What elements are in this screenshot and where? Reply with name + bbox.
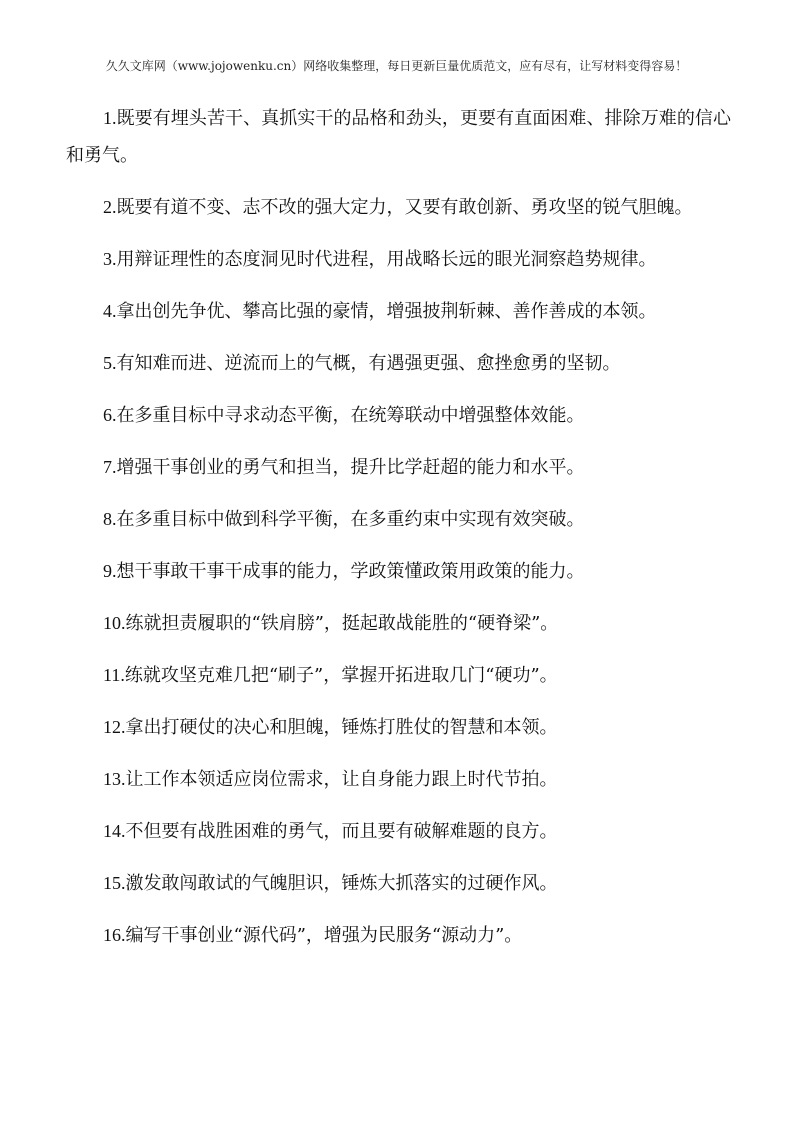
item-text: 拿出创先争优、攀高比强的豪情，增强披荆斩棘、善作善成的本领。: [116, 301, 657, 322]
item-number: 4.: [103, 301, 117, 321]
list-item: [66, 865, 731, 902]
list-item: [66, 657, 731, 694]
list-item: [66, 189, 731, 226]
document-body: [66, 100, 731, 969]
item-text: 在多重目标中寻求动态平衡，在统筹联动中增强整体效能。: [116, 405, 585, 426]
item-number: 16.: [103, 925, 126, 945]
item-number: 3.: [103, 249, 117, 269]
list-item: [66, 813, 731, 850]
item-text: 既要有道不变、志不改的强大定力，又要有敢创新、勇攻坚的锐气胆魄。: [116, 197, 693, 218]
item-text: 编写干事创业“源代码”，增强为民服务“源动力”。: [125, 925, 523, 946]
list-item: [66, 293, 731, 330]
list-item: [66, 917, 731, 954]
list-item: [66, 449, 731, 486]
item-number: 11.: [103, 665, 125, 685]
item-number: 15.: [103, 873, 126, 893]
item-number: 2.: [103, 197, 117, 217]
page-header: 久久文库网（www.jojowenku.cn）网络收集整理，每日更新巨量优质范文，应有尽有，让写材料变得容易！: [105, 59, 688, 73]
item-text: 激发敢闯敢试的气魄胆识，锤炼大抓落实的过硬作风。: [125, 873, 558, 894]
item-text: 有知难而进、逆流而上的气概，有遇强更强、愈挫愈勇的坚韧。: [116, 353, 621, 374]
item-number: 13.: [103, 769, 126, 789]
item-number: 7.: [103, 457, 117, 477]
item-number: 12.: [103, 717, 126, 737]
item-text: 不但要有战胜困难的勇气，而且要有破解难题的良方。: [125, 821, 558, 842]
list-item: [66, 761, 731, 798]
item-text: 练就担责履职的“铁肩膀”，挺起敢战能胜的“硬脊梁”。: [125, 613, 559, 634]
list-item: [66, 345, 731, 382]
item-number: 14.: [103, 821, 126, 841]
item-text: 拿出打硬仗的决心和胆魄，锤炼打胜仗的智慧和本领。: [125, 717, 558, 738]
list-item: [66, 553, 731, 590]
item-number: 8.: [103, 509, 117, 529]
list-item: [66, 397, 731, 434]
item-text: 让工作本领适应岗位需求，让自身能力跟上时代节拍。: [125, 769, 558, 790]
list-item: [66, 241, 731, 278]
list-item: [66, 501, 731, 538]
item-text: 既要有埋头苦干、真抓实干的品格和劲头，更要有直面困难、排除万难的信心和勇气。: [66, 108, 731, 166]
item-number: 1.: [103, 108, 117, 128]
item-text: 想干事敢干事干成事的能力，学政策懂政策用政策的能力。: [116, 561, 585, 582]
item-number: 5.: [103, 353, 117, 373]
list-item: [66, 605, 731, 642]
item-text: 增强干事创业的勇气和担当，提升比学赶超的能力和水平。: [116, 457, 585, 478]
item-text: 在多重目标中做到科学平衡，在多重约束中实现有效突破。: [116, 509, 585, 530]
item-number: 6.: [103, 405, 117, 425]
item-number: 10.: [103, 613, 126, 633]
item-text: 用辩证理性的态度洞见时代进程，用战略长远的眼光洞察趋势规律。: [116, 249, 657, 270]
list-item: [66, 709, 731, 746]
item-number: 9.: [103, 561, 117, 581]
list-item: [66, 100, 731, 174]
item-text: 练就攻坚克难几把“刷子”，掌握开拓进取几门“硬功”。: [124, 665, 558, 686]
